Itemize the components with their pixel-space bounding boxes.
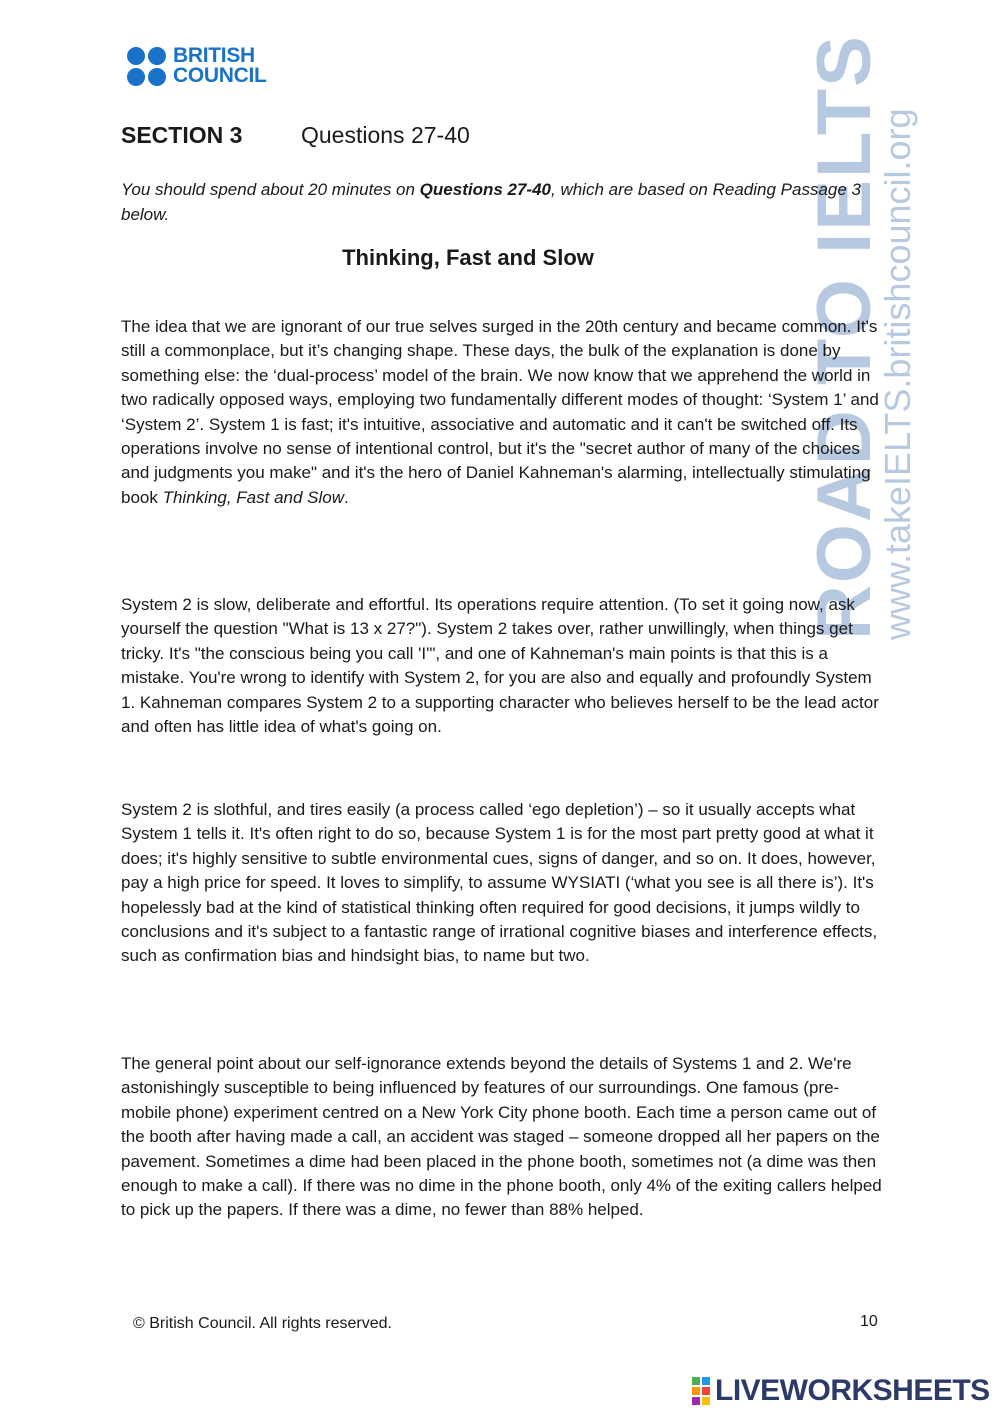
liveworksheets-text: LIVEWORKSHEETS [715, 1374, 990, 1407]
liveworksheets-logo [692, 1375, 990, 1407]
logo-text [173, 46, 267, 86]
logo-line-1: BRITISH [173, 44, 255, 67]
paragraph-3: System 2 is slothful, and tires easily (a process called ‘ego depletion’) – so it usually accepts what System 1 tells it. It's often right to do so, because System 1 is for the most part pretty good at what it does; it's highly sensitive to subtle environmental cues, signs of danger, and so on. It does, however, pay a high price for speed. It loves to simplify, to assume WYSIATI (‘what you see is all there is’). It's hopelessly bad at the kind of statistical thinking often required for good decisions, it jumps wildly to conclusions and it's subject to a fantastic range of irrational cognitive biases and interference effects, such as confirmation bias and hindsight bias, to name but two. [121, 800, 878, 966]
paragraph-1 [121, 315, 886, 510]
section-questions: Questions 27-40 [301, 122, 470, 148]
liveworksheets-icon [692, 1377, 710, 1405]
british-council-logo [127, 46, 267, 86]
paragraph-2: System 2 is slow, deliberate and effortful. Its operations require attention. (To set it going now, ask yourself the question "What is 13 x 27?"). System 2 takes over, rather unwillingly, when things get tricky. It's "the conscious being you call 'I'", and one of Kahneman's main points is that this is a mistake. You're wrong to identify with System 2, for you are also and equally and profoundly System 1. Kahneman compares System 2 to a supporting character who believes herself to be the lead actor and often has little idea of what's going on. [121, 595, 879, 737]
watermark-title: ROAD TO IELTS [802, 34, 887, 640]
instruction-before: You should spend about 20 minutes on [121, 180, 420, 199]
paragraph-1-end: . [344, 487, 349, 507]
watermark-url: www.takeIELTS.britishcouncil.org [877, 108, 918, 640]
section-heading [121, 121, 470, 149]
instruction-after: , which are based on Reading Passage 3 below. [121, 180, 861, 224]
section-label: SECTION 3 [121, 122, 243, 148]
copyright-footer: © British Council. All rights reserved. [133, 1315, 392, 1332]
instruction-bold: Questions 27-40 [419, 180, 551, 199]
book-title: Thinking, Fast and Slow [162, 487, 345, 507]
instructions [121, 177, 861, 227]
passage-title: Thinking, Fast and Slow [342, 245, 594, 270]
paragraph-1-text: The idea that we are ignorant of our true selves surged in the 20th century and became common. It's still a commonplace, but it’s changing shape. These days, the bulk of the explanation is done by something else: the ‘dual-process’ model of the brain. We now know that we apprehend the world in two radically opposed ways, employing two fundamentally different modes of thought: ‘System 1’ and ‘System 2’. System 1 is fast; it's intuitive, associative and automatic and it can't be switched off. Its operations involve no sense of intentional control, but it's the "secret author of many of the choices and judgments you make" and it's the hero of Daniel Kahneman's alarming, intellectually stimulating book [121, 317, 879, 507]
logo-line-2: COUNCIL [173, 64, 267, 87]
logo-dots-icon [127, 47, 166, 86]
page-number: 10 [860, 1313, 878, 1330]
paragraph-4: The general point about our self-ignorance extends beyond the details of Systems 1 and 2. We're astonishingly susceptible to being influenced by features of our surroundings. One famous (pre-mobile phone) experiment centred on a New York City phone booth. Each time a person came out of the booth after having made a call, an accident was staged – someone dropped all her papers on the pavement. Sometimes a dime had been placed in the phone booth, sometimes not (a dime was then enough to make a call). If there was no dime in the phone booth, only 4% of the exiting callers helped to pick up the papers. If there was a dime, no fewer than 88% helped. [121, 1054, 882, 1220]
